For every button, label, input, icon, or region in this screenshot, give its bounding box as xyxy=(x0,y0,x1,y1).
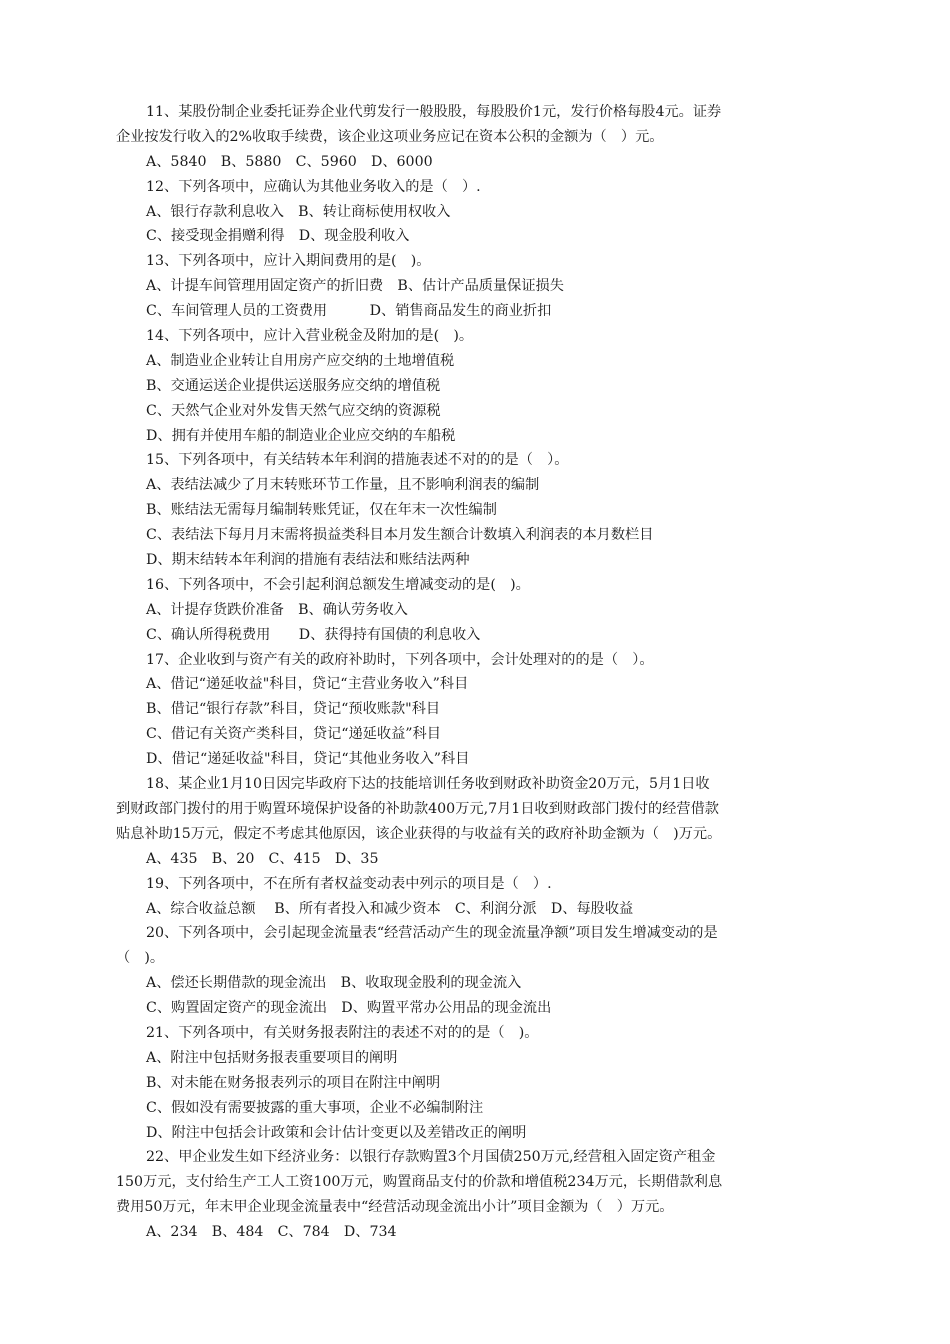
text-line: 11、某股份制企业委托证券企业代剪发行一般股股，每股股价1元，发行价格每股4元。证券 xyxy=(146,104,722,120)
text-line: 到财政部门拨付的用于购置环境保护设备的补助款400万元,7月1日收到财政部门拨付的经营借款 xyxy=(116,800,719,817)
text-line: D、附注中包括会计政策和会计估计变更以及差错改正的阐明 xyxy=(146,1124,527,1141)
text-line: 贴息补助15万元，假定不考虑其他原因，该企业获得的与收益有关的政府补助金额为（ )万元。 xyxy=(116,825,722,842)
text-line: D、拥有并使用车船的制造业企业应交纳的车船税 xyxy=(146,427,456,444)
text-line: 企业按发行收入的2%收取手续费，该企业这项业务应记在资本公积的金额为（ ）元。 xyxy=(116,128,664,145)
text-line: 16、下列各项中，不会引起利润总额发生增减变动的是( )。 xyxy=(146,576,530,593)
text-line: 22、甲企业发生如下经济业务：以银行存款购置3个月国债250万元,经营租入固定资产租金 xyxy=(146,1149,716,1166)
text-line: 150万元，支付给生产工人工资100万元，购置商品支付的价款和增值税234万元，长期借款利息 xyxy=(116,1174,723,1191)
text-line: A、附注中包括财务报表重要项目的阐明 xyxy=(146,1049,398,1066)
text-line: 17、企业收到与资产有关的政府补助时，下列各项中，会计处理对的的是（ ）。 xyxy=(146,651,654,668)
text-line: 19、下列各项中，不在所有者权益变动表中列示的项目是（ ）. xyxy=(146,875,552,892)
text-line: A、计提车间管理用固定资产的折旧费 B、估计产品质量保证损失 xyxy=(146,278,564,295)
text-line: 15、下列各项中，有关结转本年利润的措施表述不对的的是（ ）。 xyxy=(146,452,569,469)
text-line: 21、下列各项中，有关财务报表附注的表述不对的的是（ )。 xyxy=(146,1024,539,1041)
text-line: 费用50万元，年末甲企业现金流量表中“经营活动现金流出小计”项目金额为（ ）万元。 xyxy=(116,1199,674,1216)
text-line: （ )。 xyxy=(116,950,165,967)
text-line: C、车间管理人员的工资费用 D、销售商品发生的商业折扣 xyxy=(146,303,552,320)
text-line: A、综合收益总额 B、所有者投入和减少资本 C、利润分派 D、每股收益 xyxy=(146,900,634,917)
text-line: B、借记“银行存款”科目，贷记“预收账款"科目 xyxy=(146,701,441,718)
text-line: 20、下列各项中，会引起现金流量表“经营活动产生的现金流量净额”项目发生增减变动的是 xyxy=(146,925,718,942)
text-line: A、表结法减少了月末转账环节工作量，且不影响利润表的编制 xyxy=(146,477,540,494)
text-line: A、银行存款利息收入 B、转让商标使用权收入 xyxy=(146,203,451,220)
text-line: C、借记有关资产类科目，贷记“递延收益”科目 xyxy=(146,726,441,743)
text-line: A、借记“递延收益"科目，贷记“主营业务收入”科目 xyxy=(146,676,469,693)
text-line: 12、下列各项中，应确认为其他业务收入的是（ ）. xyxy=(146,178,481,195)
text-line: C、购置固定资产的现金流出 D、购置平常办公用品的现金流出 xyxy=(146,1000,552,1017)
text-line: 14、下列各项中，应计入营业税金及附加的是( )。 xyxy=(146,328,474,345)
text-line: B、账结法无需每月编制转账凭证，仅在年末一次性编制 xyxy=(146,502,497,519)
text-line: D、期末结转本年利润的措施有表结法和账结法两种 xyxy=(146,552,470,569)
text-line: 18、某企业1月10日因完毕政府下达的技能培训任务收到财政补助资金20万元，5月1日收 xyxy=(146,776,710,793)
text-line: C、天然气企业对外发售天然气应交纳的资源税 xyxy=(146,402,441,419)
text-line: 13、下列各项中，应计入期间费用的是( )。 xyxy=(146,253,431,270)
text-line: C、表结法下每月月末需将损益类科目本月发生额合计数填入利润表的本月数栏目 xyxy=(146,527,654,544)
text-line: C、确认所得税费用 D、获得持有国债的利息收入 xyxy=(146,626,481,643)
text-line: A、制造业企业转让自用房产应交纳的土地增值税 xyxy=(146,352,455,369)
text-line: C、假如没有需要披露的重大事项，企业不必编制附注 xyxy=(146,1099,484,1116)
text-line: B、交通运送企业提供运送服务应交纳的增值税 xyxy=(146,377,441,394)
text-line: B、对未能在财务报表列示的项目在附注中阐明 xyxy=(146,1074,441,1091)
text-line: A、234 B、484 C、784 D、734 xyxy=(146,1224,397,1241)
text-line: D、借记“递延收益"科目，贷记“其他业务收入”科目 xyxy=(146,751,470,768)
text-line: A、计提存货跌价准备 B、确认劳务收入 xyxy=(146,601,408,618)
text-line: A、5840 B、5880 C、5960 D、6000 xyxy=(146,153,433,170)
text-line: C、接受现金捐赠利得 D、现金股利收入 xyxy=(146,228,410,245)
text-line: A、偿还长期借款的现金流出 B、收取现金股利的现金流入 xyxy=(146,975,522,992)
text-line: A、435 B、20 C、415 D、35 xyxy=(146,850,379,867)
